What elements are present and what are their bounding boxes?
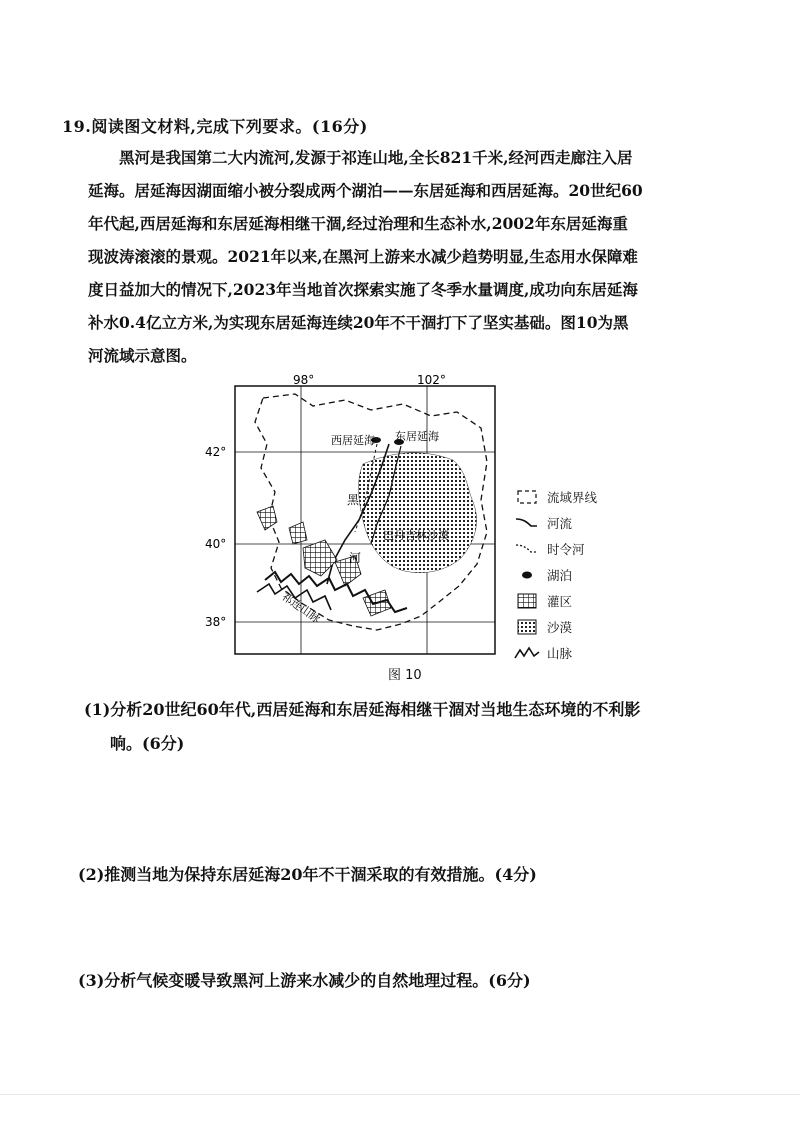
sub-question-1 (84, 698, 764, 756)
river-label-hei: 黑 (347, 493, 360, 507)
legend-item (513, 588, 653, 614)
legend-item (513, 536, 653, 562)
mountain-label: 祁连山脉 (279, 589, 323, 626)
material-line: 补水0.4亿立方米,为实现东居延海连续20年不干涸打下了坚实基础。图10为黑 (88, 313, 629, 332)
legend-label: 时令河 (547, 542, 585, 557)
lon-label-102: 102° (417, 373, 446, 387)
material-line: 现波涛滚滚的景观。2021年以来,在黑河上游来水减少趋势明显,生态用水保障难 (88, 247, 638, 266)
sub-question-3: (3)分析气候变暖导致黑河上游来水减少的自然地理过程。(6分) (78, 971, 531, 990)
material-line: 黑河是我国第二大内流河,发源于祁连山地,全长821千米,经河西走廊注入居 (119, 148, 633, 167)
legend-label: 湖泊 (547, 568, 573, 583)
legend-item (513, 614, 653, 640)
irrigation-area-2 (289, 522, 307, 544)
legend-label: 流域界线 (547, 490, 598, 505)
lat-label-38: 38° (205, 615, 227, 629)
river-label-he: 河 (349, 551, 362, 565)
question-title: 19.阅读图文材料,完成下列要求。(16分) (62, 117, 368, 136)
material-line: 河流域示意图。 (88, 346, 197, 365)
basin-boundary-icon (513, 488, 541, 506)
page-bottom-rule (0, 1094, 800, 1095)
heihe-basin-map (195, 372, 665, 672)
irrigation-area-3 (303, 540, 337, 576)
legend-label: 灌区 (547, 594, 573, 609)
desert-label: 巴丹吉林沙漠 (383, 529, 449, 542)
figure-caption: 图 10 (388, 668, 422, 683)
legend-item (513, 640, 653, 666)
irrigation-area-1 (257, 506, 277, 530)
legend-label: 河流 (547, 516, 573, 531)
east-lake-label: 东居延海 (395, 430, 439, 443)
sub-question-line: 响。(6分) (110, 734, 185, 753)
desert-icon (513, 618, 541, 636)
material-paragraph (88, 141, 748, 372)
legend-label: 沙漠 (547, 620, 573, 635)
sub-question-2: (2)推测当地为保持东居延海20年不干涸采取的有效措施。(4分) (78, 865, 537, 884)
river-icon (513, 514, 541, 532)
map-legend (513, 484, 653, 666)
material-line: 度日益加大的情况下,2023年当地首次探索实施了冬季水量调度,成功向东居延海 (88, 280, 638, 299)
legend-item (513, 510, 653, 536)
badain-jaran-desert (359, 453, 477, 573)
lat-label-40: 40° (205, 537, 227, 551)
legend-label: 山脉 (547, 646, 573, 661)
sub-question-line: (1)分析20世纪60年代,西居延海和东居延海相继干涸对当地生态环境的不利影 (84, 700, 641, 719)
lat-label-42: 42° (205, 445, 227, 459)
material-line: 年代起,西居延海和东居延海相继干涸,经过治理和生态补水,2002年东居延海重 (88, 214, 628, 233)
material-line: 延海。居延海因湖面缩小被分裂成两个湖泊——东居延海和西居延海。20世纪60 (88, 181, 643, 200)
west-lake-label: 西居延海 (331, 434, 375, 447)
lake-icon (513, 566, 541, 584)
legend-item (513, 562, 653, 588)
legend-item (513, 484, 653, 510)
seasonal-river-icon (513, 540, 541, 558)
mountain-icon (513, 644, 541, 662)
irrigation-icon (513, 592, 541, 610)
lon-label-98: 98° (293, 373, 315, 387)
